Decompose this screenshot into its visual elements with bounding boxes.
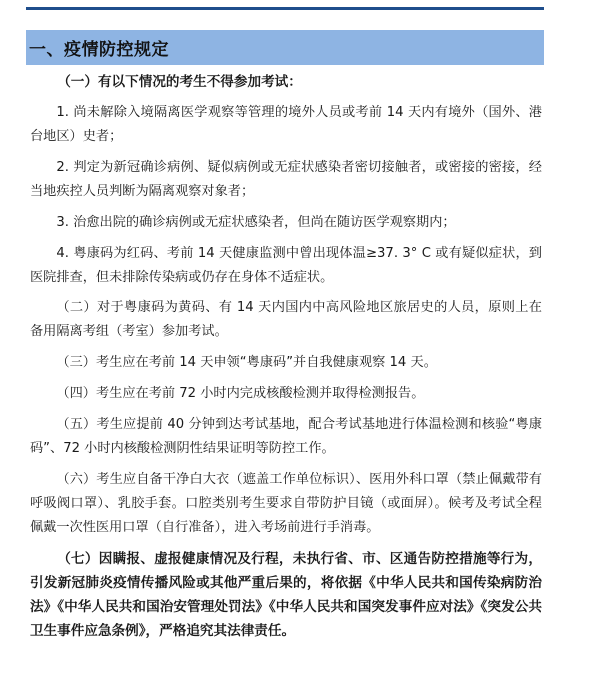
paragraph-rule-5: （五）考生应提前 40 分钟到达考试基地，配合考试基地进行体温检测和核验“粤康码”、72 小时内核酸检测阴性结果证明等防控工作。	[30, 417, 542, 457]
section-title: 一、疫情防控规定	[29, 40, 169, 60]
paragraph-item-2: 2. 判定为新冠确诊病例、疑似病例或无症状感染者密切接触者，或密接的密接，经当地疾控人员判断为隔离观察对象者；	[30, 159, 542, 199]
top-rule	[26, 7, 544, 10]
document-body	[30, 70, 542, 650]
paragraph-rule-4: （四）考生应在考前 72 小时内完成核酸检测并取得检测报告。	[56, 386, 425, 402]
paragraph-rule-7: （七）因瞒报、虚报健康情况及行程，未执行省、市、区通告防控措施等行为，引发新冠肺炎疫情传播风险或其他严重后果的，将依据《中华人民共和国传染病防治法》《中华人民共和国治安管理处罚法》《中华人民共和国突发事件应对法》《突发公共卫生事件应急条例》，严格追究其法律责任。	[30, 550, 542, 639]
paragraph-rule-3: （三）考生应在考前 14 天申领“粤康码”并自我健康观察 14 天。	[56, 355, 437, 371]
paragraph-item-1: 1. 尚未解除入境隔离医学观察等管理的境外人员或考前 14 天内有境外（国外、港台地区）史者；	[30, 104, 542, 144]
section-header	[26, 30, 544, 65]
paragraph-item-4: 4. 粤康码为红码、考前 14 天健康监测中曾出现体温≥37. 3° C 或有疑似症状，到医院排查，但未排除传染病或仍存在身体不适症状。	[30, 245, 542, 285]
paragraph-rule-2: （二）对于粤康码为黄码、有 14 天内国内中高风险地区旅居史的人员，原则上在备用隔离考组（考室）参加考试。	[30, 300, 542, 340]
paragraph-condition-heading: （一）有以下情况的考生不得参加考试：	[57, 74, 302, 90]
paragraph-rule-6: （六）考生应自备干净白大衣（遮盖工作单位标识）、医用外科口罩（禁止佩戴带有呼吸阀口罩）、乳胶手套。口腔类别考生要求自带防护目镜（或面屏）。候考及考试全程佩戴一次性医用口罩（自行准备），进入考场前进行手消毒。	[30, 472, 542, 536]
paragraph-item-3: 3. 治愈出院的确诊病例或无症状感染者，但尚在随访医学观察期内；	[56, 214, 456, 230]
